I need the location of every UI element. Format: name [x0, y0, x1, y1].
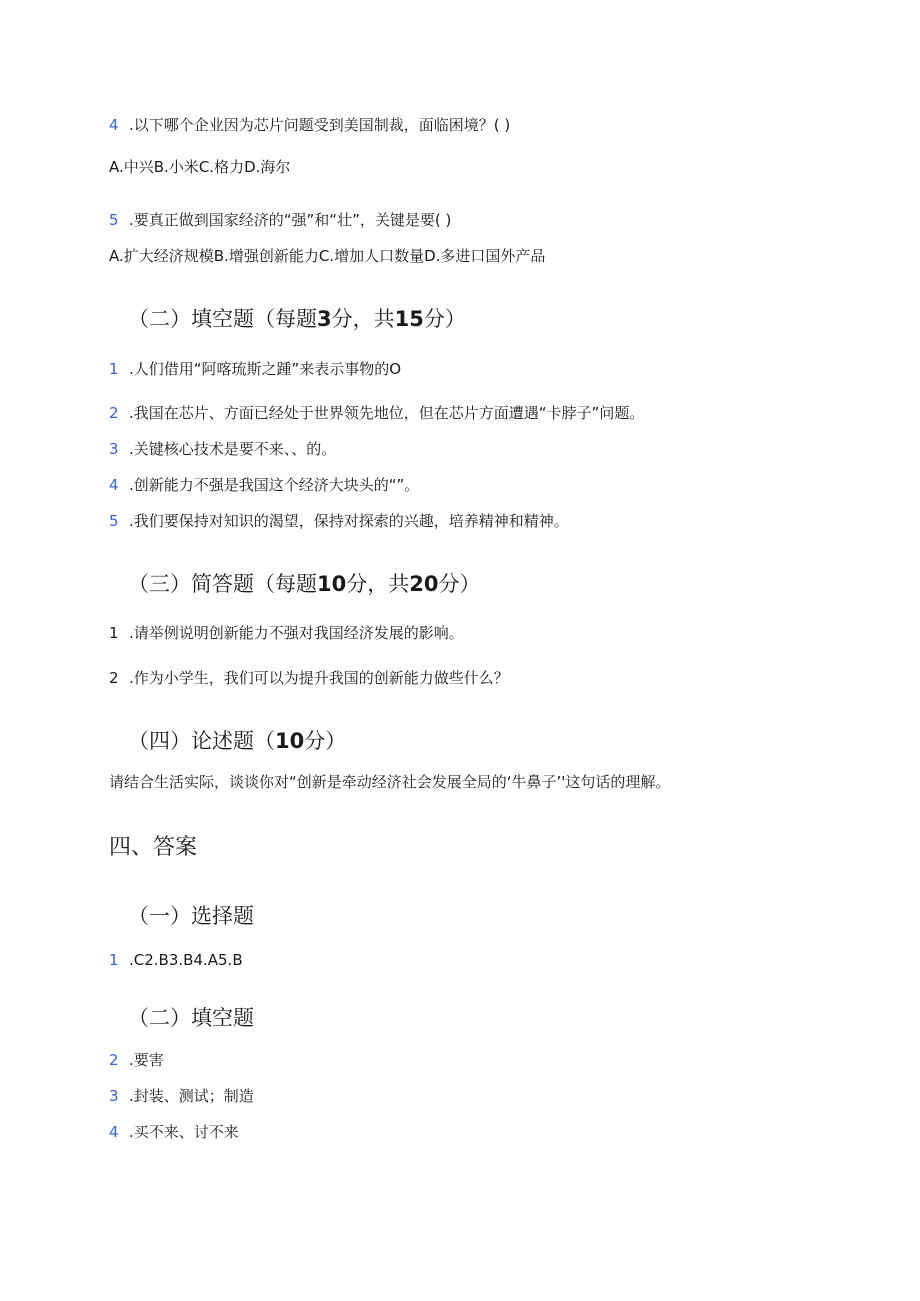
answer-number: 2 [109, 1051, 119, 1069]
question-number: 3 [109, 440, 119, 458]
section-fill-blank-heading [128, 305, 466, 333]
section-essay-heading [128, 727, 346, 755]
fill-question-2 [109, 403, 644, 423]
answers-title: 四、答案 [109, 835, 198, 860]
heading-points: 10 [317, 572, 347, 596]
answers-fill-heading: （二）填空题 [128, 1006, 254, 1030]
heading-text: 分） [423, 307, 466, 331]
answer-number: 3 [109, 1087, 119, 1105]
answer-fill-3 [109, 1086, 254, 1106]
heading-points: 10 [275, 729, 305, 753]
short-question-2 [109, 668, 509, 688]
question-number: 4 [109, 116, 119, 134]
question-5 [109, 210, 451, 230]
fill-question-5 [109, 511, 569, 531]
question-text: .人们借用“阿喀琉斯之踵”来表示事物的O [129, 360, 402, 378]
answer-text: .C2.B3.B4.A5.B [129, 951, 243, 969]
question-text: .我国在芯片、方面已经处于世界领先地位，但在芯片方面遭遇“卡脖子”问题。 [129, 404, 645, 422]
essay-question: 请结合生活实际，谈谈你对“创新是牵动经济社会发展全局的‘牛鼻子’'这句话的理解。 [109, 773, 671, 791]
answer-text: .封装、测试；制造 [129, 1087, 254, 1105]
question-number: 2 [109, 669, 119, 687]
heading-text: （三）简答题（每题 [128, 572, 317, 596]
question-text: .我们要保持对知识的渴望，保持对探索的兴趣，培养精神和精神。 [129, 512, 569, 530]
question-text: .请举例说明创新能力不强对我国经济发展的影响。 [129, 624, 464, 642]
fill-question-1 [109, 359, 401, 379]
short-question-1 [109, 623, 464, 643]
question-4-options: A.中兴B.小米C.格力D.海尔 [109, 158, 291, 176]
question-text: .作为小学生，我们可以为提升我国的创新能力做些什么？ [129, 669, 509, 687]
answer-number: 1 [109, 951, 119, 969]
question-number: 5 [109, 512, 119, 530]
heading-text: （四）论述题（ [128, 729, 275, 753]
answer-number: 4 [109, 1123, 119, 1141]
heading-total: 15 [394, 307, 424, 331]
fill-question-4 [109, 475, 419, 495]
heading-text: 分） [438, 572, 481, 596]
question-4 [109, 115, 510, 135]
question-text: .创新能力不强是我国这个经济大块头的“”。 [129, 476, 420, 494]
fill-question-3 [109, 439, 336, 459]
heading-text: 分） [304, 729, 347, 753]
answer-fill-2 [109, 1050, 164, 1070]
question-number: 1 [109, 360, 119, 378]
question-number: 1 [109, 624, 119, 642]
heading-total: 20 [409, 572, 439, 596]
question-number: 4 [109, 476, 119, 494]
answer-text: .要害 [129, 1051, 164, 1069]
heading-text: （二）填空题（每题 [128, 307, 317, 331]
section-short-answer-heading [128, 570, 480, 598]
question-number: 5 [109, 211, 119, 229]
question-text: .要真正做到国家经济的“强”和“壮”，关键是要( ) [129, 211, 452, 229]
heading-text: 分，共 [331, 307, 395, 331]
heading-text: 分，共 [346, 572, 410, 596]
question-text: .以下哪个企业因为芯片问题受到美国制裁，面临困境？( ) [129, 116, 511, 134]
question-5-options: A.扩大经济规模B.增强创新能力C.增加人口数量D.多进口国外产品 [109, 247, 546, 265]
question-number: 2 [109, 404, 119, 422]
heading-points: 3 [317, 307, 332, 331]
answer-fill-4 [109, 1122, 239, 1142]
answers-choice-heading: （一）选择题 [128, 904, 254, 928]
answer-text: .买不来、讨不来 [129, 1123, 239, 1141]
answers-choice [109, 950, 243, 970]
question-text: .关键核心技术是要不来、、的。 [129, 440, 337, 458]
